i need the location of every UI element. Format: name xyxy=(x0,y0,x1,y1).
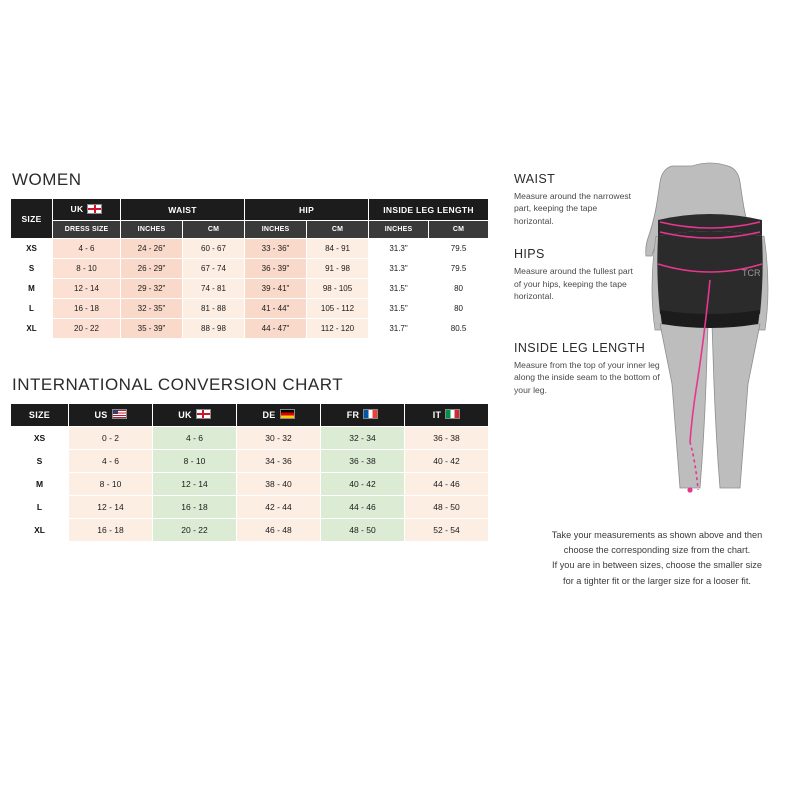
intl-header-de: DE xyxy=(237,404,321,427)
row-de: 30 - 32 xyxy=(237,427,321,450)
row-fr: 40 - 42 xyxy=(321,473,405,496)
table-row xyxy=(11,450,489,473)
row-size: S xyxy=(11,259,53,279)
row-waist-in: 35 - 39" xyxy=(121,319,183,339)
row-uk: 8 - 10 xyxy=(53,259,121,279)
subheader-dress-size: DRESS SIZE xyxy=(53,221,121,239)
row-uk: 20 - 22 xyxy=(153,519,237,542)
row-waist-cm: 67 - 74 xyxy=(183,259,245,279)
row-uk: 12 - 14 xyxy=(153,473,237,496)
row-waist-cm: 60 - 67 xyxy=(183,239,245,259)
header-inside-leg: INSIDE LEG LENGTH xyxy=(369,199,489,221)
figure-svg xyxy=(620,160,800,520)
women-section-title: WOMEN xyxy=(12,170,82,189)
row-leg-in: 31.7" xyxy=(369,319,429,339)
row-waist-in: 24 - 26" xyxy=(121,239,183,259)
row-hip-cm: 105 - 112 xyxy=(307,299,369,319)
header-hip: HIP xyxy=(245,199,369,221)
women-table-body xyxy=(11,239,489,339)
subheader-hip-cm: CM xyxy=(307,221,369,239)
de-flag-icon xyxy=(280,409,295,419)
intl-header-fr: FR xyxy=(321,404,405,427)
row-hip-cm: 98 - 105 xyxy=(307,279,369,299)
table-row xyxy=(11,299,489,319)
row-hip-in: 44 - 47" xyxy=(245,319,307,339)
model-figure-illustration xyxy=(620,160,800,520)
header-uk: UK xyxy=(53,199,121,221)
row-it: 48 - 50 xyxy=(405,496,489,519)
row-uk: 12 - 14 xyxy=(53,279,121,299)
table-row xyxy=(11,473,489,496)
row-de: 46 - 48 xyxy=(237,519,321,542)
row-size: M xyxy=(11,473,69,496)
header-size: SIZE xyxy=(11,199,53,239)
row-it: 36 - 38 xyxy=(405,427,489,450)
row-hip-in: 36 - 39" xyxy=(245,259,307,279)
row-us: 12 - 14 xyxy=(69,496,153,519)
row-hip-in: 39 - 41" xyxy=(245,279,307,299)
intl-header-us: US xyxy=(69,404,153,427)
guide-waist-text: Measure around the narrowest part, keeping the tape horizontal. xyxy=(514,191,632,226)
guide-leg-text: Measure from the top of your inner leg along the inside seam to the bottom of your leg. xyxy=(514,359,660,395)
it-flag-icon xyxy=(445,409,460,419)
row-size: XS xyxy=(11,427,69,450)
footnote-line-3: If you are in between sizes, choose the smaller size xyxy=(552,560,762,571)
brand-mark: TCR xyxy=(742,268,761,278)
row-leg-cm: 80 xyxy=(429,279,489,299)
row-leg-cm: 80 xyxy=(429,299,489,319)
row-us: 4 - 6 xyxy=(69,450,153,473)
row-waist-in: 32 - 35" xyxy=(121,299,183,319)
international-section-title: INTERNATIONAL CONVERSION CHART xyxy=(12,375,344,394)
row-leg-in: 31.5" xyxy=(369,279,429,299)
row-waist-in: 26 - 29" xyxy=(121,259,183,279)
international-conversion-table xyxy=(10,403,489,542)
row-leg-cm: 79.5 xyxy=(429,239,489,259)
row-us: 8 - 10 xyxy=(69,473,153,496)
table-row xyxy=(11,279,489,299)
guide-hips-title: HIPS xyxy=(514,247,545,262)
guide-waist-title: WAIST xyxy=(514,172,556,186)
international-section xyxy=(10,375,490,542)
row-waist-in: 29 - 32" xyxy=(121,279,183,299)
footnote-line-1: Take your measurements as shown above and then xyxy=(551,530,763,540)
guide-leg-title: INSIDE LEG LENGTH xyxy=(514,340,646,355)
intl-table-body xyxy=(11,427,489,542)
row-fr: 44 - 46 xyxy=(321,496,405,519)
intl-header-row xyxy=(11,404,489,427)
row-uk: 16 - 18 xyxy=(53,299,121,319)
row-hip-cm: 84 - 91 xyxy=(307,239,369,259)
header-waist: WAIST xyxy=(121,199,245,221)
row-fr: 32 - 34 xyxy=(321,427,405,450)
row-de: 38 - 40 xyxy=(237,473,321,496)
table-row xyxy=(11,239,489,259)
row-de: 42 - 44 xyxy=(237,496,321,519)
row-it: 52 - 54 xyxy=(405,519,489,542)
row-leg-cm: 80.5 xyxy=(429,319,489,339)
row-it: 44 - 46 xyxy=(405,473,489,496)
guide-waist xyxy=(514,172,634,227)
row-leg-in: 31.5" xyxy=(369,299,429,319)
row-hip-cm: 112 - 120 xyxy=(307,319,369,339)
table-row xyxy=(11,519,489,542)
row-uk: 4 - 6 xyxy=(153,427,237,450)
uk-flag-icon xyxy=(196,409,211,419)
row-size: L xyxy=(11,496,69,519)
subheader-hip-inches: INCHES xyxy=(245,221,307,239)
row-it: 40 - 42 xyxy=(405,450,489,473)
footnote-line-2: choose the corresponding size from the chart. xyxy=(563,545,751,556)
table-row xyxy=(11,427,489,450)
row-waist-cm: 88 - 98 xyxy=(183,319,245,339)
row-uk: 16 - 18 xyxy=(153,496,237,519)
guide-hips xyxy=(514,247,634,302)
footnote-line-4: for a tighter fit or the larger size for a looser fit. xyxy=(563,575,751,586)
row-size: XS xyxy=(11,239,53,259)
row-uk: 20 - 22 xyxy=(53,319,121,339)
row-fr: 48 - 50 xyxy=(321,519,405,542)
table-row xyxy=(11,319,489,339)
row-uk: 8 - 10 xyxy=(153,450,237,473)
footnote-instructions xyxy=(514,528,800,589)
uk-flag-icon xyxy=(87,204,102,214)
row-hip-cm: 91 - 98 xyxy=(307,259,369,279)
row-size: M xyxy=(11,279,53,299)
row-leg-in: 31.3" xyxy=(369,259,429,279)
women-subheader-row xyxy=(11,221,489,239)
women-header-row xyxy=(11,199,489,221)
subheader-waist-cm: CM xyxy=(183,221,245,239)
row-size: XL xyxy=(11,319,53,339)
row-hip-in: 41 - 44" xyxy=(245,299,307,319)
us-flag-icon xyxy=(112,409,127,419)
row-us: 0 - 2 xyxy=(69,427,153,450)
row-size: L xyxy=(11,299,53,319)
intl-header-uk: UK xyxy=(153,404,237,427)
table-row xyxy=(11,259,489,279)
row-size: S xyxy=(11,450,69,473)
shorts-garment xyxy=(657,214,762,328)
subheader-leg-cm: CM xyxy=(429,221,489,239)
women-size-table xyxy=(10,198,489,339)
row-hip-in: 33 - 36" xyxy=(245,239,307,259)
row-waist-cm: 81 - 88 xyxy=(183,299,245,319)
intl-header-size: SIZE xyxy=(11,404,69,427)
row-us: 16 - 18 xyxy=(69,519,153,542)
row-fr: 36 - 38 xyxy=(321,450,405,473)
row-uk: 4 - 6 xyxy=(53,239,121,259)
row-size: XL xyxy=(11,519,69,542)
subheader-waist-inches: INCHES xyxy=(121,221,183,239)
row-leg-in: 31.3" xyxy=(369,239,429,259)
subheader-leg-inches: INCHES xyxy=(369,221,429,239)
table-row xyxy=(11,496,489,519)
row-leg-cm: 79.5 xyxy=(429,259,489,279)
guide-hips-text: Measure around the fullest part of your hips, keeping the tape horizontal. xyxy=(514,266,633,302)
row-waist-cm: 74 - 81 xyxy=(183,279,245,299)
intl-header-it: IT xyxy=(405,404,489,427)
left-column xyxy=(10,170,490,542)
leg-measure-endpoint xyxy=(687,487,692,492)
row-de: 34 - 36 xyxy=(237,450,321,473)
fr-flag-icon xyxy=(363,409,378,419)
